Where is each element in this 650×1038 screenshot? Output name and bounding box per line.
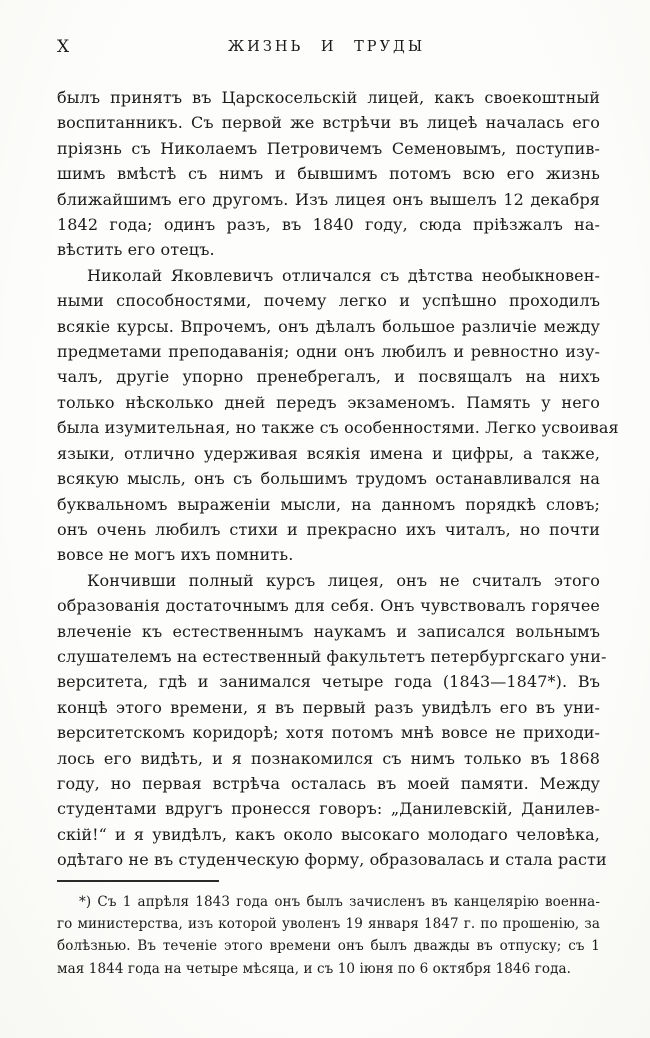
text-line: 1842 года; одинъ разъ, въ 1840 году, сюда пріѣзжалъ на- [57, 215, 600, 235]
body-text [57, 85, 619, 873]
text-line: воспитанникъ. Съ первой же встрѣчи въ лицеѣ началась его [57, 113, 600, 133]
text-line: слушателемъ на естественный факультетъ петербургскаго уни- [57, 646, 607, 666]
paragraph [57, 85, 600, 263]
running-title: ЖИЗНЬ И ТРУДЫ [227, 39, 426, 55]
text-line: онъ очень любилъ стихи и прекрасно ихъ читалъ, но почти [57, 519, 600, 539]
text-line: лось его видѣть, и я познакомился съ нимъ только въ 1868 [57, 748, 600, 768]
text-line: Кончивши полный курсъ лицея, онъ не считалъ этого [87, 570, 600, 590]
text-line: вовсе не могъ ихъ помнить. [57, 545, 294, 565]
text-line: всякую мысль, онъ съ большимъ трудомъ останавливался на [57, 469, 600, 489]
text-line: ближайшимъ его другомъ. Изъ лицея онъ вышелъ 12 декабря [57, 189, 600, 209]
footnote-separator [57, 880, 219, 882]
text-line: всякіе курсы. Впрочемъ, онъ дѣлалъ большое различіе между [57, 316, 600, 336]
text-line: шимъ вмѣстѣ съ нимъ и бывшимъ потомъ всю его жизнь [57, 164, 600, 184]
text-line: верситетскомъ коридорѣ; хотя потомъ мнѣ вовсе не приходи- [57, 723, 600, 743]
text-line: ными способностями, почему легко и успѣшно проходилъ [57, 291, 600, 311]
text-line: только нѣсколько дней передъ экзаменомъ. Память у него [57, 392, 600, 412]
text-line: скій!“ и я увидѣлъ, какъ около высокаго молодаго человѣка, [57, 824, 600, 844]
paragraph [57, 263, 619, 568]
text-line: была изумительная, но также съ особенностями. Легко усвоивая [57, 418, 619, 438]
footnote-line: го министерства, изъ которой уволенъ 19 января 1847 г. по прошенію, за [57, 916, 600, 932]
paragraph [57, 568, 607, 873]
text-line: Николай Яковлевичъ отличался съ дѣтства необыкновен- [87, 265, 600, 285]
text-line: образованія достаточнымъ для себя. Онъ чувствовалъ горячее [57, 596, 600, 616]
text-line: вѣстить его отецъ. [57, 240, 215, 260]
text-line: былъ принятъ въ Царскосельскій лицей, какъ своекоштный [57, 88, 600, 107]
text-line: пріязнь съ Николаемъ Петровичемъ Семеновымъ, поступив- [57, 138, 600, 158]
text-line: одѣтаго не въ студенческую форму, образовалась и стала расти [57, 850, 607, 870]
footnote-line: болѣзнью. Въ теченіе этого времени онъ былъ дважды въ отпуску; съ 1 [57, 938, 600, 955]
footnote [57, 891, 600, 981]
text-line: буквальномъ выраженіи мысли, на данномъ порядкѣ словъ; [57, 494, 600, 514]
text-line: влеченіе къ естественнымъ наукамъ и записался вольнымъ [57, 621, 600, 641]
text-line: верситета, гдѣ и занимался четыре года (1843—1847*). Въ [57, 672, 600, 692]
text-line: чалъ, другіе упорно пренебрегалъ, и посвящалъ на нихъ [57, 367, 600, 387]
footnote-line: *) Съ 1 апрѣля 1843 года онъ былъ зачисленъ въ канцелярію военна- [79, 893, 600, 910]
page-number: X [57, 37, 71, 57]
text-line: предметами преподаванія; одни онъ любилъ и ревностно изу- [57, 342, 600, 362]
text-line: студентами вдругъ пронесся говоръ: „Данилевскій, Данилев- [57, 799, 600, 819]
footnote-line: мая 1844 года на четыре мѣсяца, и съ 10 іюня по 6 октября 1846 года. [57, 960, 572, 977]
text-line: году, но первая встрѣча осталась въ моей памяти. Между [57, 773, 600, 793]
text-line: концѣ этого времени, я въ первый разъ увидѣлъ его въ уни- [57, 697, 600, 717]
page-header [57, 36, 600, 58]
text-line: языки, отлично удерживая всякія имена и цифры, а также, [57, 443, 600, 463]
